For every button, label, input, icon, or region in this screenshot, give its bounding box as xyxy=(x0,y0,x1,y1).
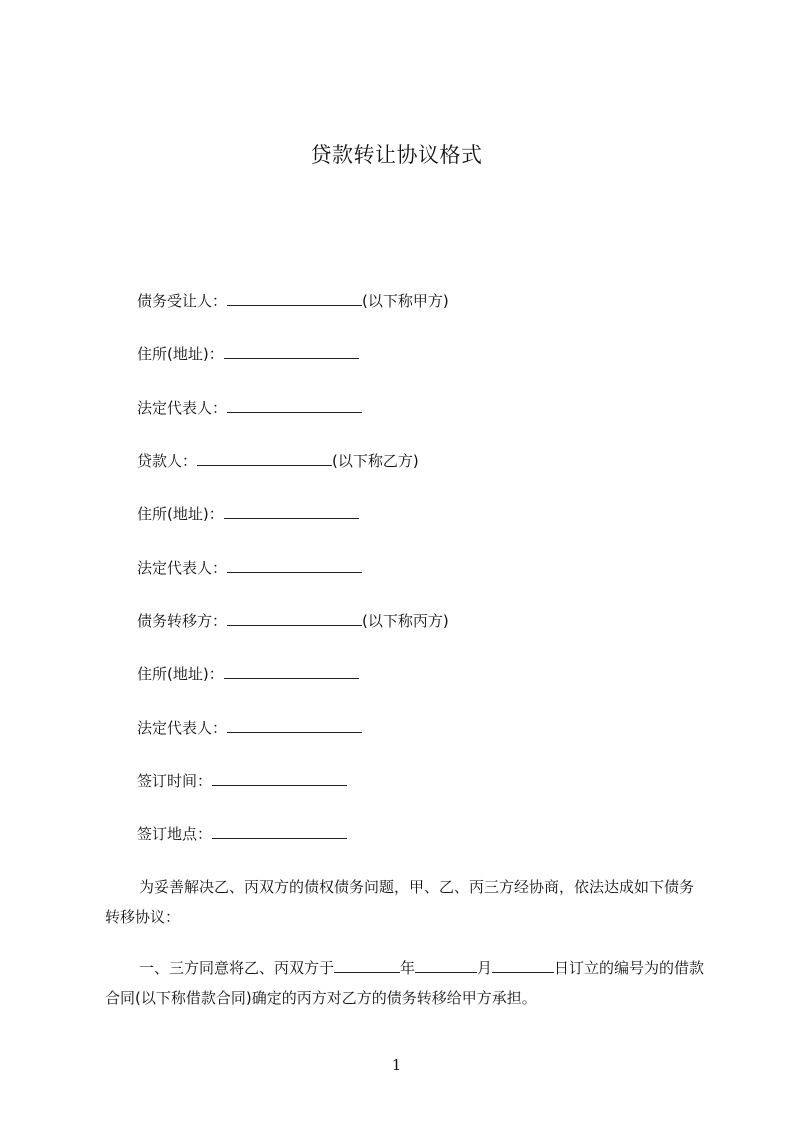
field-label: 贷款人： xyxy=(137,452,198,470)
field-assignee-representative xyxy=(137,397,362,419)
field-signing-time xyxy=(137,770,347,792)
field-label: 债务受让人： xyxy=(137,292,228,310)
field-assignee-address xyxy=(137,343,359,365)
field-lender xyxy=(137,450,419,472)
field-label: 签订地点： xyxy=(137,825,213,843)
field-lender-address xyxy=(137,503,359,525)
field-label: 法定代表人： xyxy=(137,559,228,577)
field-label: 债务转移方： xyxy=(137,612,228,630)
page-number: 1 xyxy=(391,1056,402,1074)
field-label: 住所(地址)： xyxy=(137,505,224,523)
clause-text: 日订立的编号为的借款合同(以下称借款合同)确定的丙方对乙方的债务转移给甲方承担。 xyxy=(105,959,705,1007)
field-suffix: (以下称丙方) xyxy=(362,612,449,630)
blank-line xyxy=(197,451,332,466)
field-label: 法定代表人： xyxy=(137,399,228,417)
field-debt-assignee xyxy=(137,290,449,312)
blank-line xyxy=(227,291,362,306)
field-transferor-address xyxy=(137,663,359,685)
blank-line xyxy=(227,398,362,413)
field-lender-representative xyxy=(137,557,362,579)
field-debt-transferor xyxy=(137,610,449,632)
month-label: 月 xyxy=(477,959,493,977)
blank-line xyxy=(224,664,359,679)
blank-line xyxy=(224,504,359,519)
blank-line xyxy=(415,958,477,973)
field-signing-place xyxy=(137,823,347,845)
blank-line xyxy=(227,718,362,733)
field-suffix: (以下称甲方) xyxy=(362,292,449,310)
intro-paragraph: 为妥善解决乙、丙双方的债权债务问题，甲、乙、丙三方经协商，依法达成如下债务转移协议： xyxy=(105,878,695,926)
blank-line xyxy=(227,558,362,573)
blank-line xyxy=(212,824,347,839)
field-label: 法定代表人： xyxy=(137,719,228,737)
year-label: 年 xyxy=(400,959,416,977)
page-title: 贷款转让协议格式 xyxy=(310,143,483,167)
blank-line xyxy=(227,611,362,626)
blank-line xyxy=(492,958,554,973)
field-transferor-representative xyxy=(137,717,362,739)
blank-line xyxy=(212,771,347,786)
field-label: 签订时间： xyxy=(137,772,213,790)
clause-one-paragraph xyxy=(105,953,705,1013)
blank-line xyxy=(224,344,359,359)
clause-text: 一、三方同意将乙、丙双方于 xyxy=(139,959,335,977)
field-label: 住所(地址)： xyxy=(137,665,224,683)
blank-line xyxy=(334,958,400,973)
field-suffix: (以下称乙方) xyxy=(332,452,419,470)
field-label: 住所(地址)： xyxy=(137,345,224,363)
